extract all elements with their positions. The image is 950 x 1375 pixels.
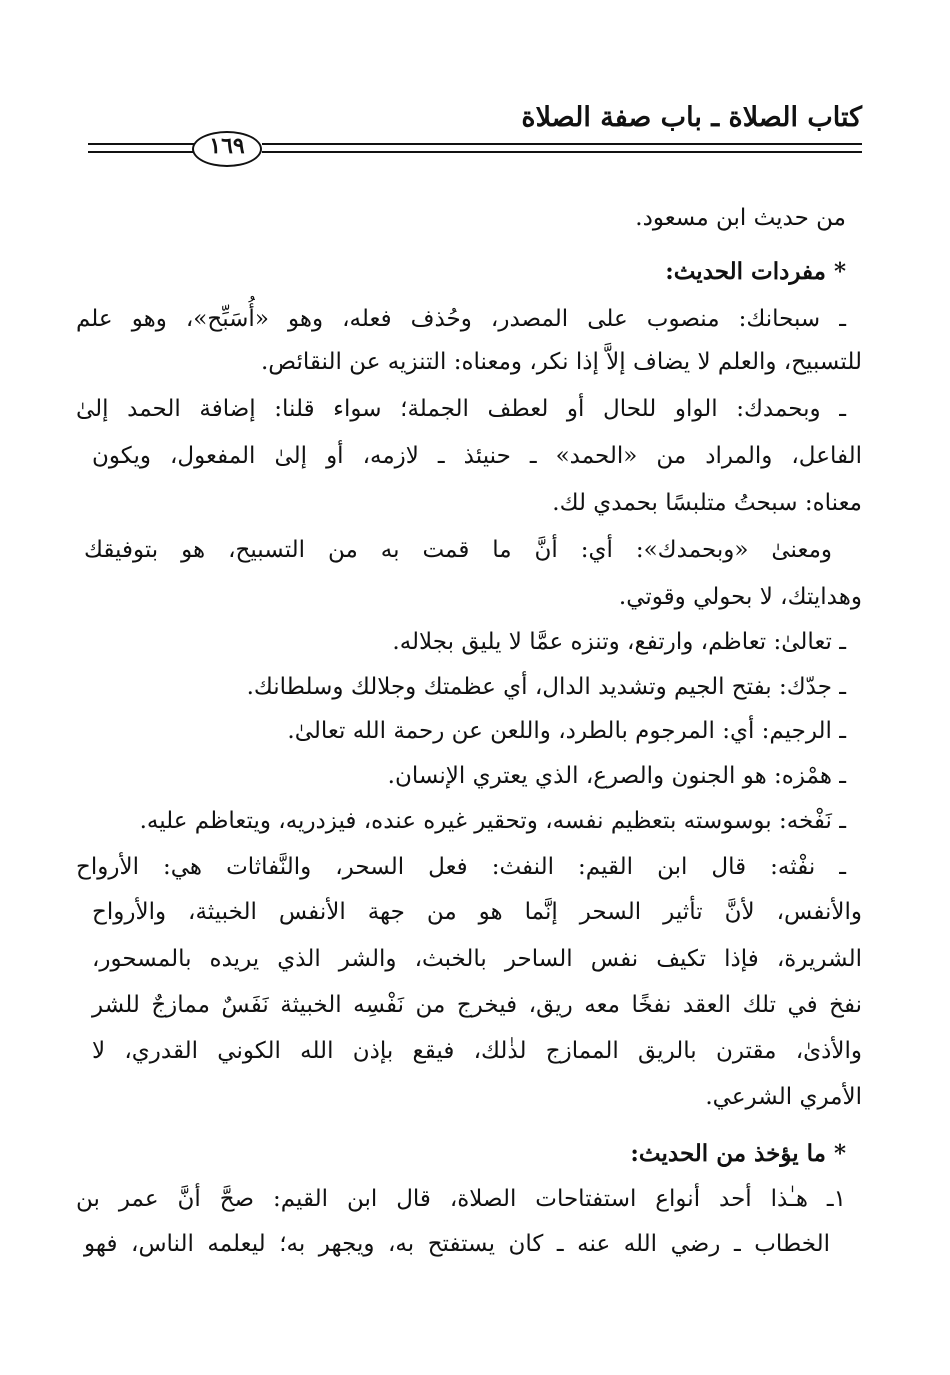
running-header-title: كتاب الصلاة ـ باب صفة الصلاة — [521, 102, 862, 133]
body-line: معناه: سبحتُ متلبسًا بحمدي لك. — [552, 490, 862, 516]
body-line: الخطاب ـ رضي الله عنه ـ كان يستفتح به، ويجهر به؛ ليعلمه الناس، فهو — [84, 1231, 830, 1257]
section-heading-vocabulary: * مفردات الحديث: — [665, 258, 846, 285]
body-line: والأنفس، لأنَّ تأثير السحر إنَّما هو من جهة الأنفس الخبيثة، والأرواح — [92, 899, 862, 925]
section-heading-takeaways: * ما يؤخذ من الحديث: — [630, 1140, 846, 1167]
page-number: ١٦٩ — [209, 133, 245, 159]
body-line: الفاعل، والمراد من «الحمد» ـ حنيئذ ـ لازمه، أو إلىٰ المفعول، ويكون — [92, 443, 862, 469]
header-rule-right-top — [262, 143, 862, 145]
body-line: الشريرة، فإذا تكيف نفس الساحر بالخبث، والشر الذي يريده بالمسحور، — [92, 946, 862, 972]
body-line: للتسبيح، والعلم لا يضاف إلاَّ إذا نكر، ومعناه: التنزيه عن النقائص. — [261, 349, 862, 375]
body-line: ـ نَفْخه: بوسوسته بتعظيم نفسه، وتحقير غيره عنده، فيزدريه، ويتعاظم عليه. — [139, 808, 846, 834]
body-line: نفخ في تلك العقد نفخًا معه ريق، فيخرج من نَفْسِه الخبيثة نَفَسٌ ممازجٌ للشر — [92, 992, 862, 1018]
body-line: ـ سبحانك: منصوب على المصدر، وحُذف فعله، وهو «أُسَبِّح»، وهو علم — [76, 306, 846, 332]
body-line: ـ تعالىٰ: تعاظم، وارتفع، وتنزه عمَّا لا يليق بجلاله. — [392, 629, 846, 655]
header-rule-left-top — [88, 143, 194, 145]
body-line: ـ جدّك: بفتح الجيم وتشديد الدال، أي عظمتك وجلالك وسلطانك. — [246, 674, 846, 700]
body-line: ـ همْزه: هو الجنون والصرع، الذي يعتري الإنسان. — [387, 763, 846, 789]
header-rule-right-bottom — [262, 151, 862, 153]
body-line: ـ نفْثه: قال ابن القيم: النفث: فعل السحر، والنَّفاثات هي: الأرواح — [76, 854, 846, 880]
body-line: وهدايتك، لا بحولي وقوتي. — [618, 584, 862, 610]
body-line: الأمري الشرعي. — [705, 1084, 862, 1110]
body-line: ـ وبحمدك: الواو للحال أو لعطف الجملة؛ سواء قلنا: إضافة الحمد إلىٰ — [76, 396, 846, 422]
page-number-badge — [192, 131, 262, 167]
body-line: ـ الرجيم: أي: المرجوم بالطرد، واللعن عن رحمة الله تعالىٰ. — [287, 718, 846, 744]
body-line: ومعنىٰ «وبحمدك»: أي: أنَّ ما قمت به من التسبيح، هو بتوفيقك — [84, 537, 832, 563]
body-line: والأذىٰ، مقترن بالريق الممازج لذٰلك، فيقع بإذن الله الكوني القدري، لا — [92, 1038, 862, 1064]
body-line: ١ـ هـٰذا أحد أنواع استفتاحات الصلاة، قال ابن القيم: صحَّ أنَّ عمر بن — [76, 1186, 846, 1212]
header-rule-left-bottom — [88, 151, 194, 153]
body-line: من حديث ابن مسعود. — [635, 205, 846, 231]
